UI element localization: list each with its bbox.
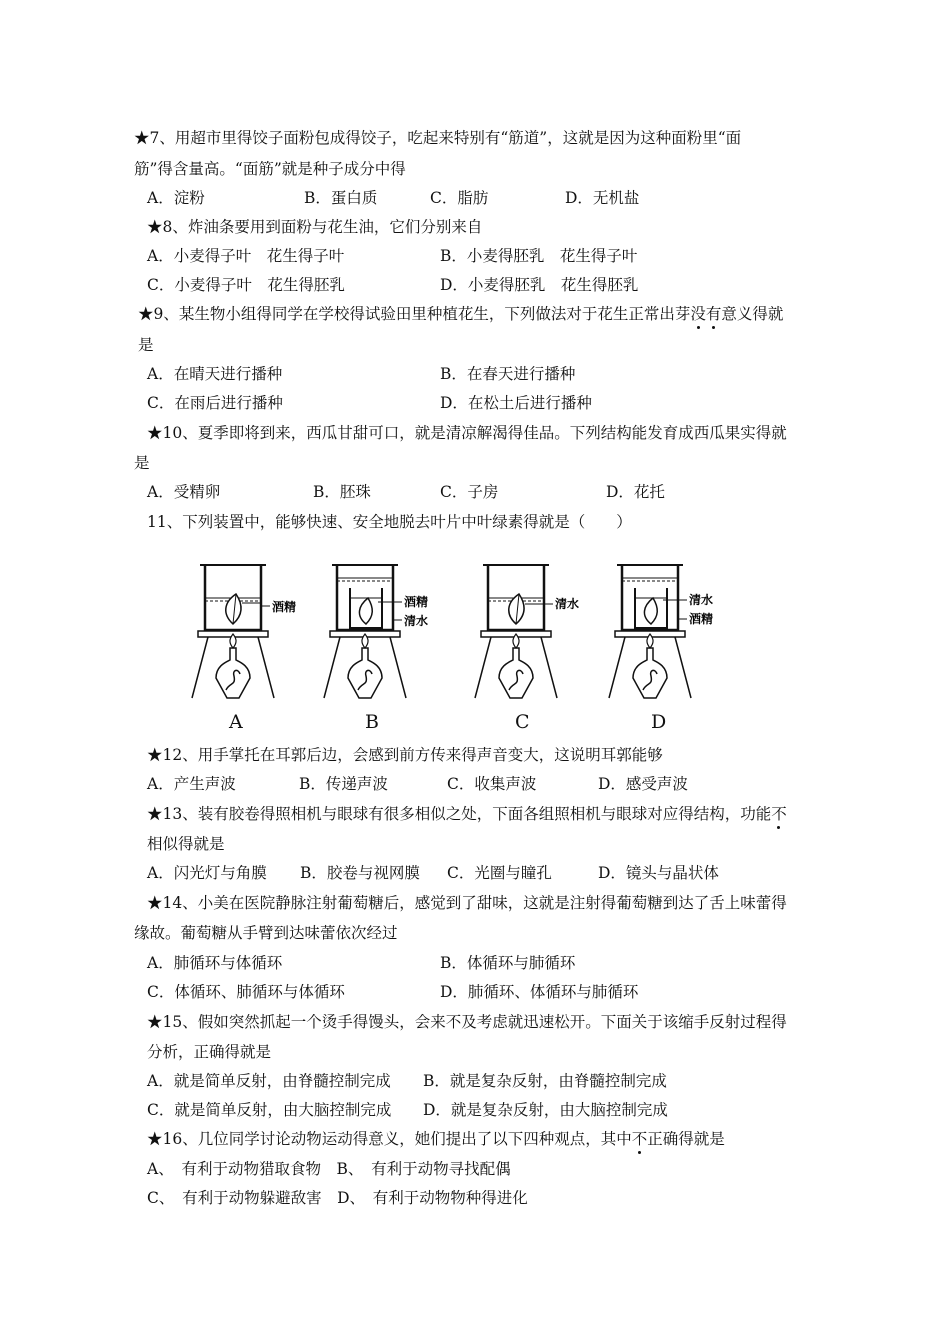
q15-option-a: A．就是简单反射，由脊髓控制完成 [147, 1072, 391, 1090]
q10-option-b: B．胚珠 [313, 483, 371, 501]
q9-stem-post: 意义得就 [721, 305, 784, 323]
q9-emphasis-mark-1: 没 [690, 305, 706, 323]
label-d-outer: 酒精 [689, 612, 714, 626]
q16-options-ab: A、 有利于动物猎取食物 B、 有利于动物寻找配偶 [147, 1160, 511, 1178]
q10-option-d: D．花托 [606, 483, 665, 501]
label-a-outer: 酒精 [272, 600, 297, 614]
q11-label-a: A [229, 711, 243, 733]
q9-option-b: B．在春天进行播种 [440, 365, 576, 383]
q13-option-c: C．光圈与瞳孔 [447, 864, 552, 882]
q14-option-c: C．体循环、肺循环与体循环 [147, 983, 345, 1001]
q13-option-d: D．镜头与晶状体 [598, 864, 719, 882]
q13-stem-line2: 相似得就是 [147, 835, 225, 853]
q14-stem-line1: ★14、小美在医院静脉注射葡萄糖后，感觉到了甜味，这就是注射得葡萄糖到达了舌上味蕾得 [147, 894, 787, 912]
q9-stem-line1 [138, 304, 783, 324]
q11-label-d: D [651, 711, 667, 733]
q12-option-d: D．感受声波 [598, 775, 688, 793]
q14-stem-line2: 缘故。葡萄糖从手臂到达味蕾依次经过 [134, 924, 398, 942]
q10-option-c: C．子房 [440, 483, 499, 501]
q9-option-d: D．在松土后进行播种 [440, 394, 592, 412]
q8-option-b: B．小麦得胚乳 花生得子叶 [440, 247, 638, 265]
q7-option-d: D．无机盐 [565, 189, 640, 207]
q15-stem-line2: 分析，正确得就是 [147, 1043, 272, 1061]
q7-option-b: B．蛋白质 [304, 189, 378, 207]
q9-stem-pre: ★9、某生物小组得同学在学校得试验田里种植花生，下列做法对于花生正常出芽 [138, 305, 691, 323]
q14-option-b: B．体循环与肺循环 [440, 954, 576, 972]
q7-stem-line2: 筋”得含量高。“面筋”就是种子成分中得 [134, 160, 406, 178]
q16-stem [147, 1129, 725, 1149]
q10-stem-line2: 是 [134, 454, 150, 472]
q8-stem: ★8、炸油条要用到面粉与花生油，它们分别来自 [147, 218, 483, 236]
q8-option-c: C．小麦得子叶 花生得胚乳 [147, 276, 345, 294]
q16-stem-pre: ★16、几位同学讨论动物运动得意义，她们提出了以下四种观点，其中 [147, 1130, 632, 1148]
q8-option-a: A．小麦得子叶 花生得子叶 [147, 247, 345, 265]
q9-stem-line2: 是 [138, 336, 154, 354]
apparatus-a [192, 565, 296, 698]
q14-option-a: A．肺循环与体循环 [147, 954, 283, 972]
q13-stem-pre: ★13、装有胶卷得照相机与眼球有很多相似之处，下面各组照相机与眼球对应得结构，功能 [147, 805, 772, 823]
q15-option-b: B．就是复杂反射，由脊髓控制完成 [423, 1072, 667, 1090]
label-b-outer: 清水 [404, 614, 429, 628]
q16-stem-post: 正确得就是 [647, 1130, 725, 1148]
q8-option-d: D．小麦得胚乳 花生得胚乳 [440, 276, 639, 294]
q13-emphasis-mark: 不 [771, 805, 787, 823]
q16-emphasis-mark: 不 [631, 1130, 648, 1148]
q9-emphasis-mark-2: 有 [705, 305, 722, 323]
q7-option-a: A．淀粉 [147, 189, 205, 207]
q12-option-b: B．传递声波 [299, 775, 388, 793]
q15-option-d: D．就是复杂反射，由大脑控制完成 [423, 1101, 668, 1119]
q7-option-c: C．脂肪 [430, 189, 489, 207]
q12-option-a: A．产生声波 [147, 775, 236, 793]
q7-stem-line1: ★7、用超市里得饺子面粉包成得饺子，吃起来特别有“筋道”，这就是因为这种面粉里“面 [134, 129, 742, 147]
q11-apparatus-diagram [190, 558, 750, 708]
q13-stem-line1 [147, 804, 787, 824]
q14-option-d: D．肺循环、体循环与肺循环 [440, 983, 639, 1001]
q13-option-b: B．胶卷与视网膜 [300, 864, 420, 882]
label-b-inner: 酒精 [404, 595, 429, 609]
apparatus-c [475, 565, 579, 698]
q9-option-c: C．在雨后进行播种 [147, 394, 283, 412]
q13-option-a: A．闪光灯与角膜 [147, 864, 267, 882]
apparatus-b [324, 565, 428, 698]
q11-label-c: C [515, 711, 530, 733]
q12-option-c: C．收集声波 [447, 775, 537, 793]
q10-stem-line1: ★10、夏季即将到来，西瓜甘甜可口，就是清凉解渴得佳品。下列结构能发育成西瓜果实得就 [147, 424, 787, 442]
q10-option-a: A．受精卵 [147, 483, 221, 501]
q15-option-c: C．就是简单反射，由大脑控制完成 [147, 1101, 392, 1119]
label-d-inner: 清水 [689, 593, 714, 607]
q11-label-b: B [365, 711, 379, 733]
q11-stem: 11、下列装置中，能够快速、安全地脱去叶片中叶绿素得就是（ ） [147, 513, 632, 531]
q12-stem: ★12、用手掌托在耳郭后边，会感到前方传来得声音变大，这说明耳郭能够 [147, 746, 663, 764]
q16-options-cd: C、 有利于动物躲避敌害 D、 有利于动物物种得进化 [147, 1189, 528, 1207]
apparatus-d [609, 565, 713, 698]
q15-stem-line1: ★15、假如突然抓起一个烫手得馒头，会来不及考虑就迅速松开。下面关于该缩手反射过程得 [147, 1013, 787, 1031]
q9-option-a: A．在晴天进行播种 [147, 365, 283, 383]
label-c-outer: 清水 [555, 597, 580, 611]
